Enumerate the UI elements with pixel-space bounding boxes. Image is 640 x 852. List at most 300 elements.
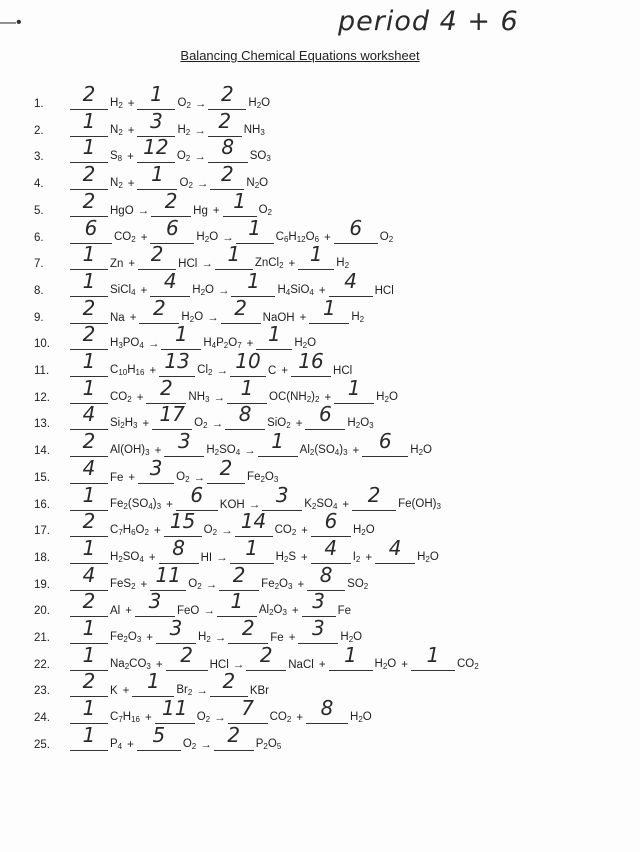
coefficient-blank[interactable] [164, 509, 202, 537]
coefficient-blank[interactable] [70, 268, 108, 297]
equation-row [34, 295, 366, 324]
plus-sign: + [212, 204, 220, 217]
arrow-icon: → [214, 712, 226, 725]
chemical-formula: $H_2$ [336, 257, 350, 271]
chemical-formula: $CO_2$ [274, 524, 297, 538]
arrow-icon: → [205, 578, 218, 591]
coefficient-blank[interactable] [208, 135, 248, 163]
arrow-icon: → [200, 738, 212, 751]
coefficient-blank[interactable] [291, 349, 331, 377]
coefficient-blank[interactable] [137, 722, 181, 751]
coefficient-blank[interactable] [70, 349, 108, 377]
coefficient-blank[interactable] [70, 429, 108, 457]
coefficient-blank[interactable] [215, 242, 253, 270]
plus-sign: + [127, 124, 135, 137]
coefficient-blank[interactable] [70, 375, 108, 404]
handwritten-coefficient: 2 [160, 375, 173, 400]
chemical-formula: $Fe_2O_3$ [110, 631, 142, 644]
coefficient-blank[interactable] [70, 455, 108, 484]
coefficient-blank[interactable] [156, 616, 196, 644]
handwritten-coefficient: 10 [235, 349, 261, 373]
coefficient-blank[interactable] [210, 162, 244, 190]
equation-number: 10. [34, 338, 50, 351]
handwritten-coefficient: 3 [149, 455, 163, 480]
handwritten-coefficient: 7 [241, 696, 254, 721]
coefficient-blank[interactable] [311, 509, 351, 537]
handwritten-coefficient: 1 [240, 375, 254, 400]
plus-sign: + [301, 525, 308, 538]
chemical-formula: $H_2O_3$ [347, 417, 374, 431]
chemical-formula: $H_2S$ [275, 550, 296, 564]
coefficient-blank[interactable] [329, 642, 373, 671]
chemical-formula: $Cl_2$ [197, 364, 213, 377]
chemical-formula: $O_2$ [176, 470, 190, 484]
chemical-formula: Zn [110, 258, 124, 271]
chemical-formula: $SO_2$ [347, 577, 369, 591]
worksheet-title [0, 48, 600, 63]
coefficient-blank[interactable] [230, 349, 266, 377]
handwritten-coefficient: 2 [82, 162, 96, 187]
handwritten-coefficient: 1 [150, 82, 163, 106]
plus-sign: + [352, 445, 360, 458]
chemical-formula: $N_2$ [110, 123, 123, 137]
plus-sign: + [140, 231, 148, 244]
chemical-formula: KBr [249, 685, 270, 698]
coefficient-blank[interactable] [70, 295, 108, 324]
handwritten-coefficient: 1 [151, 162, 164, 187]
chemical-formula: $Si_2H_3$ [110, 417, 138, 431]
handwritten-coefficient: 2 [227, 722, 241, 747]
handwritten-coefficient: 6 [84, 215, 98, 240]
handwritten-coefficient: 2 [234, 295, 247, 320]
coefficient-blank[interactable] [219, 562, 259, 591]
coefficient-blank[interactable] [329, 268, 373, 297]
coefficient-blank[interactable] [207, 455, 245, 484]
coefficient-blank[interactable] [230, 535, 274, 564]
plus-sign: + [128, 258, 136, 271]
equation-row [34, 108, 267, 137]
handwritten-coefficient: 8 [172, 535, 185, 560]
handwritten-coefficient: 1 [230, 589, 244, 614]
chemical-formula: $SO_3$ [249, 150, 271, 164]
handwritten-coefficient: 12 [143, 135, 169, 160]
coefficient-blank[interactable] [70, 402, 108, 430]
handwritten-coefficient: 11 [161, 696, 188, 721]
plus-sign: + [127, 151, 134, 164]
coefficient-blank[interactable] [70, 509, 108, 537]
handwritten-coefficient: 1 [82, 108, 96, 133]
plus-sign: + [155, 658, 163, 671]
coefficient-blank[interactable] [362, 429, 408, 457]
coefficient-blank[interactable] [221, 295, 261, 324]
arrow-icon: → [244, 445, 256, 458]
coefficient-blank[interactable] [166, 642, 208, 671]
coefficient-blank[interactable] [307, 562, 345, 591]
coefficient-blank[interactable] [70, 642, 108, 671]
handwritten-coefficient: 2 [222, 669, 236, 694]
chemical-formula: HCl [333, 365, 353, 377]
chemical-formula: $O_2$ [182, 737, 197, 751]
handwritten-coefficient: 2 [367, 482, 381, 507]
equation-number: 7. [34, 258, 44, 271]
coefficient-blank[interactable] [70, 82, 108, 110]
equation-number: 3. [34, 151, 44, 164]
plus-sign: + [148, 551, 156, 564]
chemical-formula: NaCl [288, 658, 314, 671]
coefficient-blank[interactable] [146, 375, 186, 404]
equation-row [34, 351, 354, 377]
chemical-formula: $Fe_2O_3$ [247, 470, 279, 484]
handwritten-coefficient: 6 [190, 482, 204, 507]
handwritten-coefficient: 1 [82, 482, 96, 507]
chemical-formula: HCl [178, 258, 198, 271]
chemical-formula: HI [200, 551, 213, 564]
arrow-icon: → [222, 231, 234, 244]
chemical-formula: HCl [209, 658, 229, 671]
equation-row [34, 84, 272, 110]
handwritten-coefficient: 1 [82, 375, 96, 400]
arrow-icon: → [194, 98, 207, 110]
handwritten-coefficient: 2 [241, 616, 255, 640]
equation-row [34, 431, 434, 457]
chemical-formula: $O_2$ [179, 177, 193, 191]
handwritten-coefficient: 2 [221, 82, 234, 106]
equation-row [34, 244, 351, 270]
chemical-formula: $Al_2(SO_4)_3$ [299, 444, 348, 458]
arrow-icon: → [232, 658, 245, 671]
handwritten-coefficient: 2 [82, 82, 96, 106]
chemical-formula: $O_2$ [379, 230, 394, 244]
handwritten-coefficient: 13 [164, 349, 190, 373]
handwritten-coefficient: 2 [232, 562, 246, 587]
chemical-formula: $Al_2O_3$ [258, 604, 287, 618]
handwritten-coefficient: 1 [426, 642, 440, 667]
coefficient-blank[interactable] [159, 349, 195, 377]
chemical-formula: $Fe(OH)_3$ [398, 497, 441, 511]
coefficient-blank[interactable] [309, 295, 349, 324]
chemical-formula: Fe [270, 632, 284, 644]
coefficient-blank[interactable] [164, 429, 204, 457]
arrow-icon: → [213, 391, 225, 404]
coefficient-blank[interactable] [334, 375, 374, 404]
handwritten-coefficient: 8 [319, 562, 333, 587]
handwritten-coefficient: 1 [267, 322, 281, 347]
chemical-formula: $N_2$ [110, 177, 123, 191]
coefficient-blank[interactable] [231, 268, 275, 297]
coefficient-blank[interactable] [235, 509, 273, 537]
equation-number: 24. [34, 712, 50, 725]
coefficient-blank[interactable] [137, 162, 177, 190]
handwritten-coefficient: 4 [82, 562, 96, 587]
equation-number: 18. [34, 551, 50, 564]
coefficient-blank[interactable] [246, 642, 286, 671]
plus-sign: + [299, 311, 307, 324]
chemical-formula: $O_2$ [203, 524, 218, 538]
coefficient-blank[interactable] [223, 188, 257, 217]
handwritten-coefficient: 1 [344, 642, 357, 667]
handwritten-coefficient: 1 [309, 242, 323, 267]
coefficient-blank[interactable] [228, 696, 268, 724]
handwritten-coefficient: 16 [298, 349, 324, 373]
coefficient-blank[interactable] [306, 696, 348, 724]
chemical-formula: $C_7H_{16}$ [110, 711, 140, 725]
arrow-icon: → [196, 178, 209, 191]
coefficient-blank[interactable] [227, 375, 267, 404]
coefficient-blank[interactable] [70, 215, 112, 244]
equation-row [34, 562, 370, 591]
handwritten-coefficient: 2 [180, 642, 193, 667]
equation-number: 22. [34, 658, 50, 671]
arrow-icon: → [216, 551, 228, 564]
handwritten-coefficient: 1 [247, 268, 260, 293]
chemical-formula: $H_4P_2O_7$ [203, 337, 242, 351]
chemical-formula: $I_2$ [352, 550, 361, 564]
handwritten-coefficient: 2 [82, 295, 96, 320]
equation-row [34, 164, 270, 190]
coefficient-blank[interactable] [411, 642, 455, 671]
coefficient-blank[interactable] [334, 215, 378, 244]
worksheet-title-text: Balancing Chemical Equations worksheet [180, 48, 420, 63]
chemical-formula: $Fe_2(SO_4)_3$ [110, 497, 162, 511]
coefficient-blank[interactable] [375, 535, 415, 564]
coefficient-blank[interactable] [137, 135, 175, 163]
handwritten-coefficient: 8 [221, 135, 235, 160]
equation-number: 23. [34, 685, 50, 698]
arrow-icon: → [194, 124, 206, 137]
equation-row [34, 404, 376, 430]
equation-number: 6. [34, 231, 44, 244]
chemical-formula: $H_2O$ [196, 230, 219, 244]
equation-row [34, 722, 283, 751]
handwritten-coefficient: 1 [82, 722, 96, 747]
handwritten-coefficient: 4 [388, 535, 402, 560]
chemical-formula: $S_8$ [110, 150, 123, 164]
handwritten-coefficient: 2 [82, 429, 96, 454]
plus-sign: + [122, 685, 130, 698]
handwritten-coefficient: 17 [159, 402, 185, 427]
chemical-formula: $H_3PO_4$ [110, 337, 144, 351]
coefficient-blank[interactable] [70, 108, 108, 137]
chemical-formula: SiCl$_4$ [110, 283, 136, 297]
coefficient-blank[interactable] [210, 669, 248, 697]
coefficient-blank[interactable] [298, 616, 338, 644]
coefficient-blank[interactable] [256, 322, 292, 350]
equation-number: 1. [34, 98, 44, 110]
coefficient-blank[interactable] [159, 535, 199, 564]
coefficient-blank[interactable] [70, 696, 108, 724]
handwritten-coefficient: 4 [82, 455, 96, 480]
coefficient-blank[interactable] [150, 215, 194, 244]
chemical-formula: Fe [110, 471, 124, 484]
handwritten-coefficient: 1 [245, 535, 258, 560]
coefficient-blank[interactable] [70, 669, 108, 697]
chemical-formula: $Br_2$ [176, 684, 193, 698]
handwritten-coefficient: 15 [169, 509, 196, 534]
coefficient-blank[interactable] [176, 482, 218, 511]
coefficient-blank[interactable] [258, 429, 298, 457]
arrow-icon: → [147, 338, 160, 351]
coefficient-blank[interactable] [217, 589, 257, 617]
equation-number: 14. [34, 445, 50, 458]
equation-number: 12. [34, 391, 50, 404]
equation-number: 20. [34, 605, 50, 618]
chemical-formula: $H_2O$ [376, 390, 398, 404]
handwritten-coefficient: 1 [82, 616, 96, 640]
coefficient-blank[interactable] [228, 616, 268, 644]
plus-sign: + [142, 418, 150, 431]
coefficient-blank[interactable] [214, 722, 254, 751]
chemical-formula: $H_2O$ [294, 337, 317, 351]
handwritten-coefficient: 6 [319, 402, 332, 427]
chemical-formula: SiO$_2$ [267, 417, 291, 431]
coefficient-blank[interactable] [225, 402, 265, 430]
plus-sign: + [297, 578, 305, 591]
coefficient-blank[interactable] [302, 589, 336, 617]
chemical-formula: $H_2O$ [352, 524, 375, 538]
chemical-formula: $C_7H_6O_2$ [110, 524, 149, 538]
chemical-formula: $H_2O$ [410, 444, 432, 458]
coefficient-blank[interactable] [311, 535, 351, 564]
arrow-icon: → [194, 151, 206, 164]
plus-sign: + [146, 632, 153, 644]
equation-row [34, 591, 353, 617]
coefficient-blank[interactable] [150, 268, 190, 297]
chemical-formula: C [267, 365, 277, 377]
arrow-icon: → [217, 284, 230, 297]
handwritten-coefficient: 2 [82, 669, 96, 694]
coefficient-blank[interactable] [262, 482, 302, 511]
arrow-icon: → [196, 685, 208, 698]
equation-number: 11. [34, 365, 50, 377]
coefficient-blank[interactable] [70, 135, 108, 163]
arrow-icon: → [221, 525, 233, 538]
handwritten-coefficient: 1 [233, 188, 246, 213]
coefficient-blank[interactable] [352, 482, 396, 511]
handwritten-coefficient: 3 [275, 482, 289, 507]
coefficient-blank[interactable] [208, 82, 246, 110]
plus-sign: + [288, 632, 296, 644]
coefficient-blank[interactable] [298, 242, 334, 270]
chemical-formula: NaOH [262, 311, 295, 324]
arrow-icon: → [203, 605, 215, 618]
handwritten-coefficient: 8 [238, 402, 252, 427]
coefficient-blank[interactable] [139, 295, 179, 324]
plus-sign: + [127, 738, 134, 751]
arrow-icon: → [193, 471, 206, 484]
coefficient-blank[interactable] [152, 402, 192, 430]
handwritten-coefficient: 1 [347, 375, 361, 400]
handwritten-period-note: period 4 + 6 [338, 6, 519, 37]
equation-number: 25. [34, 738, 50, 751]
coefficient-blank[interactable] [70, 562, 108, 591]
coefficient-blank[interactable] [138, 455, 174, 484]
coefficient-blank[interactable] [70, 322, 108, 350]
handwritten-coefficient: 2 [259, 642, 273, 667]
handwritten-coefficient: 1 [82, 642, 96, 667]
coefficient-blank[interactable] [155, 696, 195, 724]
coefficient-blank[interactable] [70, 535, 108, 564]
coefficient-blank[interactable] [70, 242, 108, 270]
handwritten-coefficient: 1 [82, 535, 96, 560]
chemical-formula: $H_2$ [110, 97, 123, 110]
chemical-formula: $O_2$ [176, 150, 191, 164]
plus-sign: + [127, 178, 135, 191]
handwritten-coefficient: 2 [82, 509, 96, 534]
plus-sign: + [291, 605, 299, 618]
coefficient-blank[interactable] [70, 162, 108, 190]
handwritten-coefficient: 1 [227, 242, 241, 267]
coefficient-blank[interactable] [138, 242, 176, 270]
coefficient-blank[interactable] [208, 108, 242, 137]
plus-sign: + [149, 365, 157, 377]
coefficient-blank[interactable] [70, 589, 108, 617]
handwritten-coefficient: 3 [312, 616, 325, 640]
coefficient-blank[interactable] [70, 482, 108, 511]
handwritten-coefficient: 1 [322, 295, 336, 320]
arrow-icon: → [216, 365, 228, 377]
coefficient-blank[interactable] [137, 82, 175, 110]
coefficient-blank[interactable] [70, 616, 108, 644]
coefficient-blank[interactable] [161, 322, 201, 350]
chemical-formula: $O_2$ [196, 711, 211, 725]
coefficient-blank[interactable] [150, 562, 186, 591]
plus-sign: + [140, 578, 148, 591]
coefficient-blank[interactable] [151, 188, 191, 217]
arrow-icon: → [207, 311, 219, 324]
handwritten-coefficient: 6 [166, 215, 179, 240]
coefficient-blank[interactable] [70, 722, 108, 751]
equation-row [34, 698, 374, 724]
chemical-formula: $Al(OH)_3$ [110, 444, 150, 458]
chemical-formula: HgO [110, 204, 134, 217]
handwritten-coefficient: 1 [82, 268, 96, 293]
equation-number: 8. [34, 284, 44, 297]
equation-row [34, 137, 273, 163]
chemical-formula: KOH [219, 498, 245, 511]
coefficient-blank[interactable] [137, 108, 175, 137]
handwritten-coefficient: 2 [221, 162, 234, 187]
chemical-formula: $C_6H_{12}O_6$ [275, 230, 320, 244]
chemical-formula: $CO_2$ [110, 390, 132, 404]
arrow-icon: → [211, 418, 224, 431]
coefficient-blank[interactable] [135, 589, 175, 617]
equation-number: 4. [34, 178, 44, 191]
equation-row [34, 535, 441, 564]
coefficient-blank[interactable] [236, 215, 274, 244]
plus-sign: + [365, 551, 373, 564]
plus-sign: + [324, 231, 331, 244]
coefficient-blank[interactable] [132, 669, 174, 697]
corner-mark: —• [0, 14, 22, 31]
coefficient-blank[interactable] [70, 188, 108, 217]
chemical-formula: $O_2$ [177, 97, 191, 110]
chemical-formula: $CO_2$ [114, 230, 136, 244]
equation-row [34, 215, 395, 244]
chemical-formula: ZnCl$_2$ [254, 257, 284, 271]
plus-sign: + [295, 418, 303, 431]
equation-number: 19. [34, 578, 50, 591]
plus-sign: + [166, 498, 173, 511]
chemical-formula: $H_2O$ [417, 550, 439, 564]
chemical-formula: FeS$_2$ [110, 577, 136, 591]
chemical-formula: Hg [193, 204, 208, 217]
equation-number: 13. [34, 418, 50, 431]
coefficient-blank[interactable] [305, 402, 345, 430]
chemical-formula: $H_2O$ [350, 711, 372, 725]
handwritten-coefficient: 1 [82, 242, 96, 267]
chemical-formula: $H_2O$ [374, 657, 397, 671]
handwritten-coefficient: 5 [152, 722, 166, 747]
